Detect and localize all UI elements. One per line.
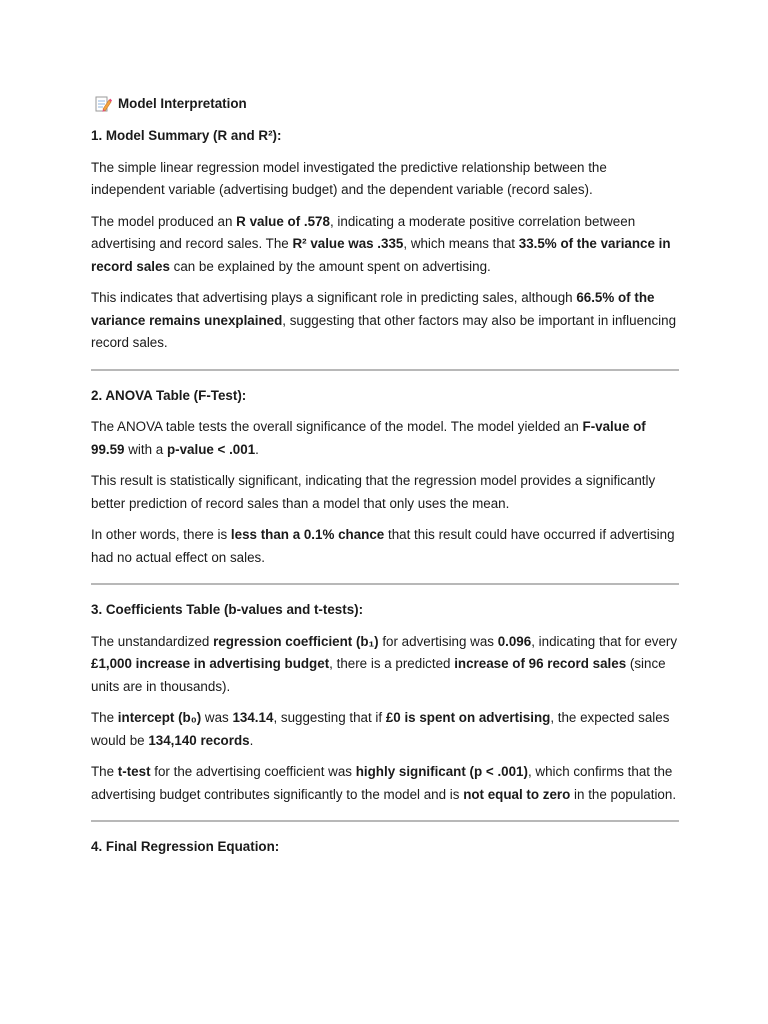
section-divider	[91, 583, 679, 585]
bold-text: t-test	[117, 764, 151, 779]
bold-text: F-value of 99.59	[91, 419, 646, 457]
paragraph	[91, 470, 679, 515]
text-run: in the population.	[570, 786, 677, 802]
paragraph	[91, 761, 679, 806]
text-run: The simple linear regression model investigated the predictive relationship between the independent variable (advertising budget) and the dependent variable (record sales).	[91, 159, 607, 197]
text-run: The unstandardized	[91, 633, 214, 649]
bold-text: less than a 0.1% chance	[230, 527, 385, 542]
text-run: .	[255, 441, 259, 457]
text-run: (since units are in thousands).	[91, 656, 666, 694]
bold-text: 66.5% of the variance remains unexplained	[91, 290, 655, 328]
section-divider	[91, 369, 679, 371]
text-run: The model produced an	[91, 213, 237, 229]
paragraph	[91, 416, 679, 461]
bold-text: £0 is spent on advertising	[385, 710, 551, 725]
text-run: for advertising was	[378, 633, 498, 649]
bold-text: £1,000 increase in advertising budget	[91, 656, 330, 671]
bold-text: p-value < .001	[166, 441, 256, 457]
text-run: for the advertising coefficient was	[150, 764, 356, 779]
section-3	[91, 599, 679, 806]
section-4	[91, 836, 679, 859]
text-run: This indicates that advertising plays a significant role in predicting sales, although	[91, 290, 577, 305]
text-run: The ANOVA table tests the overall significance of the model. The model yielded an	[91, 419, 583, 434]
document-title	[91, 92, 679, 116]
text-run: that this result could have occurred if advertising had no actual effect on sales.	[91, 527, 675, 565]
text-run: , indicating a moderate positive correlation between advertising and record sales. The	[91, 213, 636, 251]
paragraph	[91, 157, 679, 202]
text-run: can be explained by the amount spent on advertising.	[169, 258, 491, 274]
sections	[91, 125, 679, 859]
paragraph	[91, 524, 679, 569]
document-body	[91, 92, 679, 868]
text-run: The	[91, 764, 118, 779]
text-run: .	[249, 732, 254, 748]
bold-text: highly significant (p < .001)	[355, 764, 528, 779]
bold-text: increase of 96 record sales	[454, 656, 627, 671]
text-run: In other words, there is	[91, 527, 231, 542]
text-run: The	[91, 710, 118, 725]
text-run: , the expected sales would be	[91, 710, 670, 748]
section-2	[91, 385, 679, 570]
text-run: , which confirms that the advertising budget contributes significantly to the model and is	[91, 764, 673, 802]
text-run: was	[201, 710, 233, 725]
bold-text: 33.5% of the variance in record sales	[91, 236, 671, 274]
section-heading: 1. Model Summary (R and R²):	[91, 128, 282, 143]
section-1	[91, 125, 679, 355]
bold-text: 134,140 records	[148, 732, 250, 748]
title-text: Model Interpretation	[118, 95, 247, 111]
paragraph	[91, 287, 679, 355]
text-run: , indicating that for every	[531, 633, 678, 649]
paragraph	[91, 211, 679, 279]
text-run: , suggesting that other factors may also be important in influencing record sales.	[91, 312, 677, 350]
text-run: , there is a predicted	[329, 656, 455, 671]
bold-text: 0.096	[497, 633, 532, 649]
bold-text: R value of .578	[236, 213, 330, 229]
text-run: , which means that	[403, 236, 519, 251]
bold-text: intercept (b₀)	[117, 710, 202, 725]
paragraph	[91, 631, 679, 699]
text-run: This result is statistically significant, indicating that the regression model provides a significantly better prediction of record sales than a model that only uses the mean.	[91, 473, 656, 511]
section-heading: 2. ANOVA Table (F-Test):	[91, 387, 247, 403]
section-heading: 4. Final Regression Equation:	[91, 839, 280, 854]
bold-text: R² value was .335	[292, 236, 404, 251]
bold-text: regression coefficient (b₁)	[213, 633, 379, 649]
section-divider	[91, 820, 679, 822]
text-run: , suggesting that if	[273, 710, 386, 725]
text-run: with a	[124, 441, 167, 457]
memo-icon	[94, 95, 112, 113]
paragraph	[91, 707, 679, 752]
section-heading: 3. Coefficients Table (b-values and t-tests):	[91, 602, 364, 617]
bold-text: not equal to zero	[463, 786, 571, 802]
bold-text: 134.14	[232, 710, 274, 725]
